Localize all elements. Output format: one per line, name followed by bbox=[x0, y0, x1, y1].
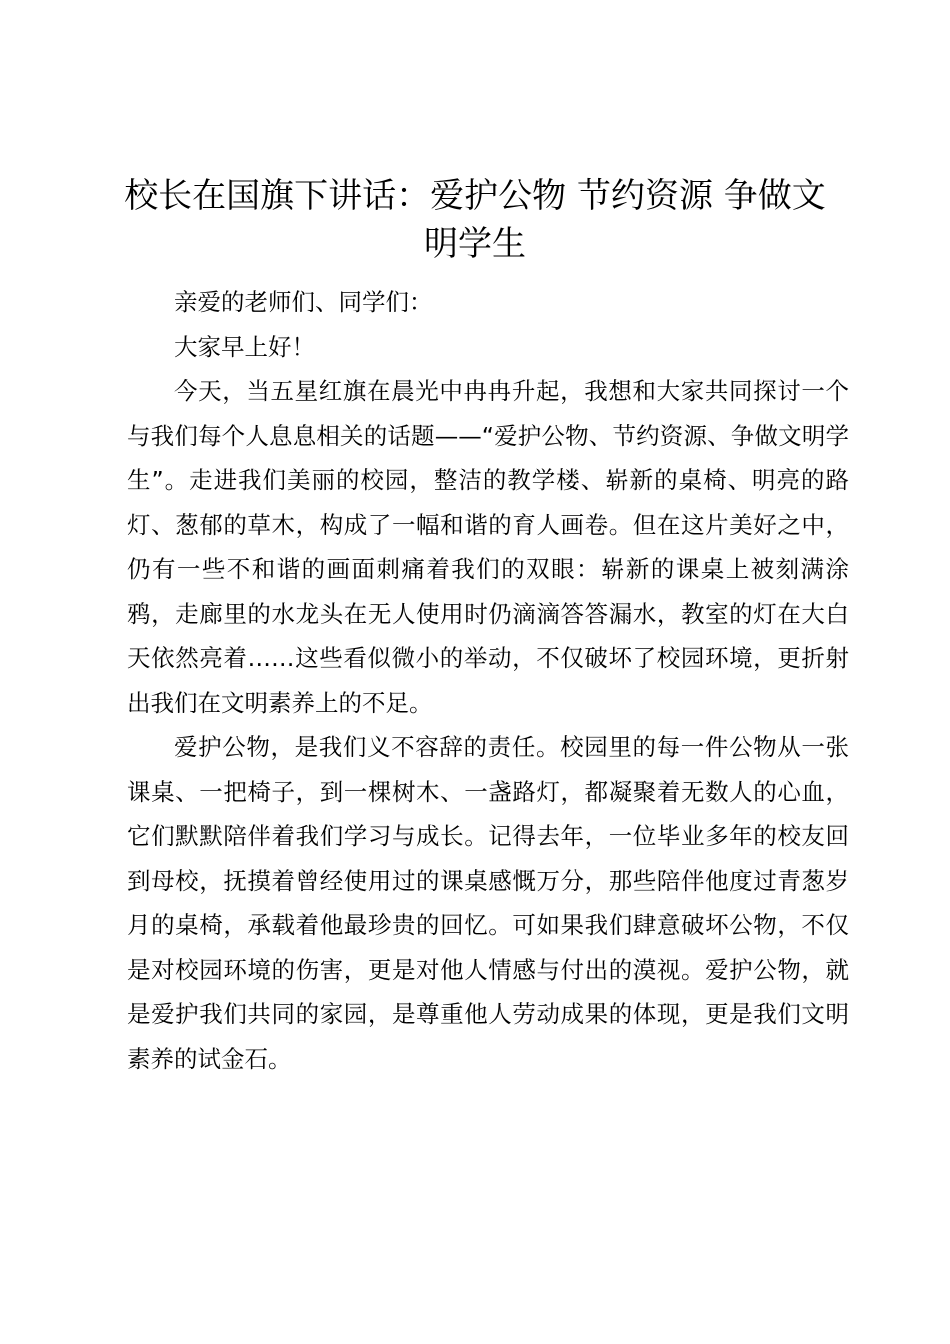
body-paragraph: 爱护公物，是我们义不容辞的责任。校园里的每一件公物从一张课桌、一把椅子，到一棵树木、一盏路灯，都凝聚着无数人的心血，它们默默陪伴着我们学习与成长。记得去年，一位毕业多年的校友回到母校，抚摸着曾经使用过的课桌感慨万分，那些陪伴他度过青葱岁月的桌椅，承载着他最珍贵的回忆。可如果我们肆意破坏公物，不仅是对校园环境的伤害，更是对他人情感与付出的漠视。爱护公物，就是爱护我们共同的家园，是尊重他人劳动成果的体现，更是我们文明素养的试金石。 bbox=[127, 733, 849, 1073]
salutation: 亲爱的老师们、同学们： bbox=[174, 288, 433, 316]
document-body bbox=[127, 280, 849, 1081]
greeting: 大家早上好！ bbox=[174, 332, 315, 361]
body-paragraph: 今天，当五星红旗在晨光中冉冉升起，我想和大家共同探讨一个与我们每个人息息相关的话题——“爱护公物、节约资源、争做文明学生”。走进我们美丽的校园，整洁的教学楼、崭新的桌椅、明亮的路灯、葱郁的草木，构成了一幅和谐的育人画卷。但在这片美好之中，仍有一些不和谐的画面刺痛着我们的双眼：崭新的课桌上被刻满涂鸦，走廊里的水龙头在无人使用时仍滴滴答答漏水，教室的灯在大白天依然亮着……这些看似微小的举动，不仅破坏了校园环境，更折射出我们在文明素养上的不足。 bbox=[127, 377, 849, 717]
document-title: 校长在国旗下讲话：爱护公物 节约资源 争做文明学生 bbox=[124, 176, 826, 264]
